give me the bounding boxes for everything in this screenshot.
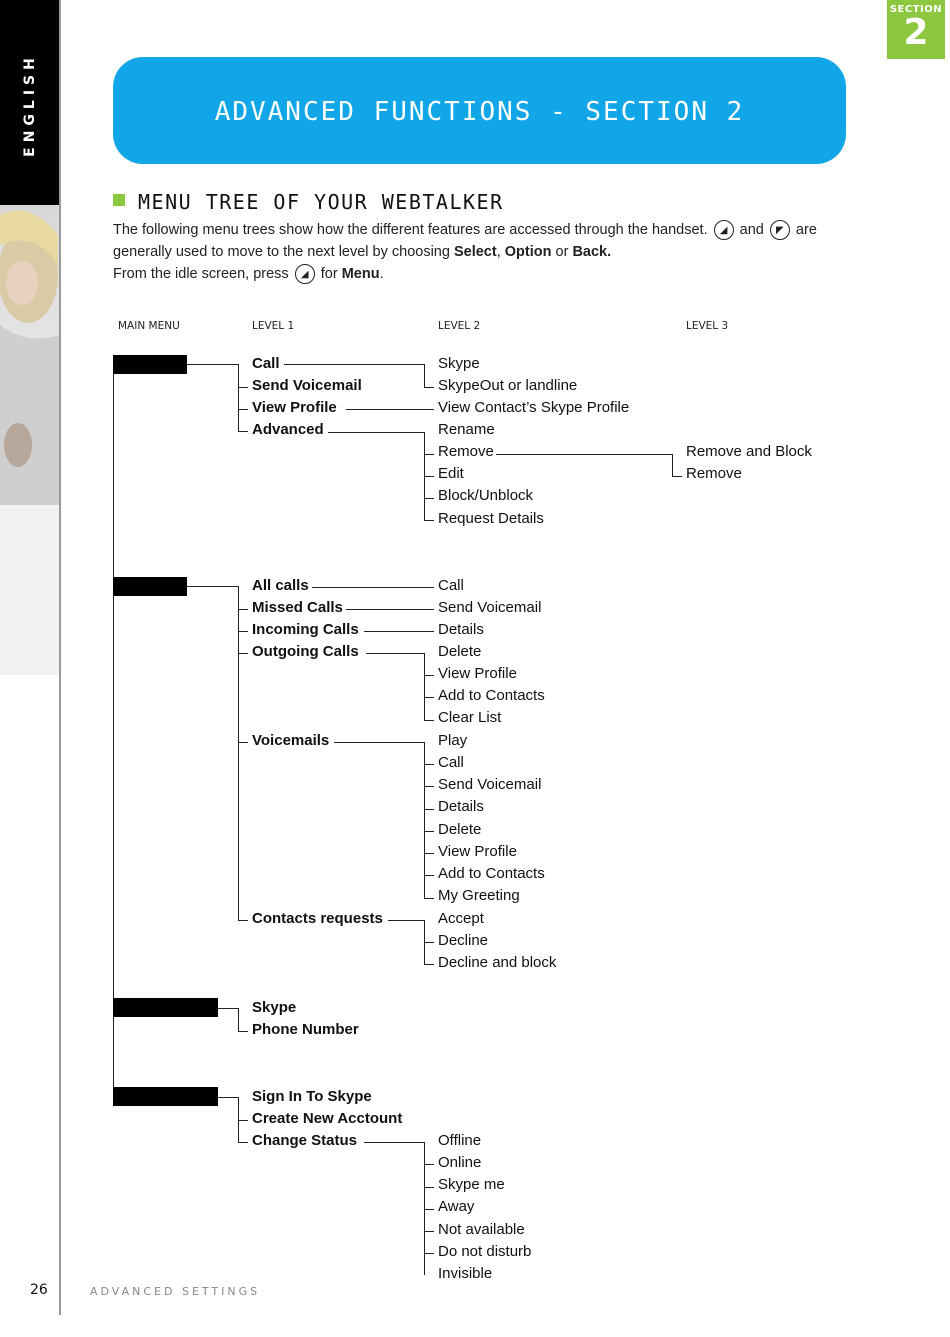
connector <box>424 1209 434 1210</box>
connector <box>424 1253 434 1254</box>
column-header-level-1: LEVEL 1 <box>252 320 295 332</box>
connector <box>424 498 434 499</box>
connector <box>238 387 248 388</box>
tree-item: Request Details <box>438 510 544 527</box>
tree-item: Rename <box>438 421 495 438</box>
connector <box>312 587 434 588</box>
tree-item: View Profile <box>438 665 517 682</box>
intro-text: are <box>795 222 817 238</box>
tree-item: Outgoing Calls <box>252 643 359 660</box>
connector <box>238 609 248 610</box>
connector <box>238 1008 239 1031</box>
section-tab <box>887 0 945 59</box>
connector <box>187 364 238 365</box>
page-title: ADVANCED FUNCTIONS - SECTION 2 <box>214 97 745 127</box>
language-label: ENGLISH <box>22 53 38 157</box>
tree-item: Incoming Calls <box>252 621 359 638</box>
connector <box>238 1031 248 1032</box>
tree-item: Add to Contacts <box>438 865 545 882</box>
tree-item: Sign In To Skype <box>252 1088 372 1105</box>
tree-item: Offline <box>438 1132 482 1149</box>
tree-item: Skype <box>438 355 480 372</box>
connector <box>424 942 434 943</box>
tree-item: Skype <box>252 999 297 1016</box>
section-tab-number: 2 <box>903 12 929 53</box>
tree-item: Call <box>438 754 464 771</box>
connector <box>238 1142 248 1143</box>
tree-item: Remove and Block <box>686 443 812 460</box>
connector <box>424 875 434 876</box>
connector <box>672 476 682 477</box>
tree-item: Advanced <box>252 421 324 438</box>
sidebar-divider <box>59 0 61 1315</box>
connector <box>238 653 248 654</box>
main-menu-item-bar <box>113 998 218 1017</box>
tree-item: Change Status <box>252 1132 358 1149</box>
subheading: MENU TREE OF YOUR WEBTALKER <box>138 190 504 214</box>
connector <box>218 1008 238 1009</box>
connector <box>496 454 672 455</box>
connector <box>238 431 248 432</box>
up-nav-key-icon: ◤ <box>770 220 790 240</box>
tree-item: View Profile <box>438 843 517 860</box>
intro-text: The following menu trees show how the different features are accessed through the handset. <box>113 222 708 238</box>
intro-keyword: Option <box>504 244 552 260</box>
connector <box>424 898 434 899</box>
connector <box>424 1187 434 1188</box>
tree-item: Block/Unblock <box>438 487 534 504</box>
tree-item: Call <box>438 577 464 594</box>
connector <box>238 1120 248 1121</box>
connector <box>424 476 434 477</box>
tree-item: Decline <box>438 932 489 949</box>
connector <box>238 742 248 743</box>
connector <box>388 920 424 921</box>
connector <box>424 1231 434 1232</box>
tree-item: Delete <box>438 821 482 838</box>
tree-item: Create New Acctount <box>252 1110 403 1127</box>
footer-section-label: ADVANCED SETTINGS <box>90 1285 261 1298</box>
person-photo-icon <box>0 205 60 675</box>
connector <box>238 409 248 410</box>
tree-item: Details <box>438 621 484 638</box>
connector <box>334 742 424 743</box>
tree-item: Voicemails <box>252 732 330 749</box>
tree-item: Away <box>438 1198 475 1215</box>
bullet-square-icon <box>113 194 125 206</box>
connector <box>364 1142 424 1143</box>
connector <box>218 1097 238 1098</box>
intro-line-1 <box>113 219 817 241</box>
main-menu-item-bar <box>113 355 187 374</box>
tree-item: Do not disturb <box>438 1243 532 1260</box>
tree-item: Delete <box>438 643 482 660</box>
connector <box>424 1164 434 1165</box>
connector <box>424 853 434 854</box>
tree-item: Call <box>252 355 280 372</box>
connector <box>424 786 434 787</box>
tree-item: Send Voicemail <box>438 776 542 793</box>
intro-keyword: Menu <box>341 266 380 282</box>
connector <box>346 409 434 410</box>
tree-item: SkypeOut or landline <box>438 377 578 394</box>
tree-item: All calls <box>252 577 309 594</box>
page-number: 26 <box>30 1282 48 1298</box>
column-header-level-3: LEVEL 3 <box>686 320 729 332</box>
connector <box>238 631 248 632</box>
connector <box>424 720 434 721</box>
connector <box>424 809 434 810</box>
connector <box>238 364 239 432</box>
intro-text: and <box>739 222 764 238</box>
tree-item: Missed Calls <box>252 599 343 616</box>
tree-item: Decline and block <box>438 954 557 971</box>
intro-text: generally used to move to the next level by choosing <box>113 244 450 260</box>
connector <box>424 454 434 455</box>
tree-item: Invisible <box>438 1265 493 1282</box>
connector <box>364 631 434 632</box>
tree-item: Phone Number <box>252 1021 359 1038</box>
tree-item: Edit <box>438 465 464 482</box>
intro-text: , <box>496 244 501 260</box>
tree-item: Contacts requests <box>252 910 383 927</box>
intro-keyword: Select <box>453 244 497 260</box>
tree-item: Clear List <box>438 709 502 726</box>
connector <box>424 520 434 521</box>
intro-text: for <box>320 266 338 282</box>
connector <box>424 387 434 388</box>
tree-item: View Profile <box>252 399 337 416</box>
tree-item: Send Voicemail <box>252 377 362 394</box>
main-menu-spine <box>113 364 114 1096</box>
connector <box>424 964 434 965</box>
intro-keyword: Back. <box>572 244 612 260</box>
tree-item: Send Voicemail <box>438 599 542 616</box>
intro-text: or <box>555 244 569 260</box>
tree-item: Remove <box>438 443 494 460</box>
connector <box>366 653 424 654</box>
connector <box>672 454 673 476</box>
tree-item: Online <box>438 1154 482 1171</box>
sidebar-photo <box>0 205 60 675</box>
intro-text: . <box>379 266 384 282</box>
tree-item: Skype me <box>438 1176 505 1193</box>
connector <box>424 697 434 698</box>
connector <box>424 653 425 720</box>
tree-item: Remove <box>686 465 742 482</box>
connector <box>284 364 424 365</box>
connector <box>424 364 425 387</box>
tree-item: Not available <box>438 1221 525 1238</box>
tree-item: My Greeting <box>438 887 520 904</box>
tree-item: Play <box>438 732 468 749</box>
main-menu-item-bar <box>113 577 187 596</box>
down-nav-key-icon: ◢ <box>295 264 315 284</box>
intro-text: From the idle screen, press <box>113 266 289 282</box>
connector <box>187 586 238 587</box>
tree-item: Add to Contacts <box>438 687 545 704</box>
connector <box>424 831 434 832</box>
connector <box>346 609 434 610</box>
title-banner <box>113 57 846 164</box>
connector <box>328 432 424 433</box>
main-menu-item-bar <box>113 1087 218 1106</box>
column-header-main-menu: MAIN MENU <box>118 320 180 332</box>
connector <box>424 764 434 765</box>
tree-item: Accept <box>438 910 484 927</box>
connector <box>424 675 434 676</box>
tree-item: View Contact’s Skype Profile <box>438 399 630 416</box>
connector <box>238 586 239 920</box>
connector <box>238 920 248 921</box>
intro-line-3 <box>113 263 384 285</box>
column-header-level-2: LEVEL 2 <box>438 320 481 332</box>
tree-item: Details <box>438 798 484 815</box>
language-tab <box>0 40 60 170</box>
section-tab-label: SECTION <box>889 4 943 15</box>
intro-line-2 <box>113 241 611 263</box>
down-nav-key-icon: ◢ <box>714 220 734 240</box>
